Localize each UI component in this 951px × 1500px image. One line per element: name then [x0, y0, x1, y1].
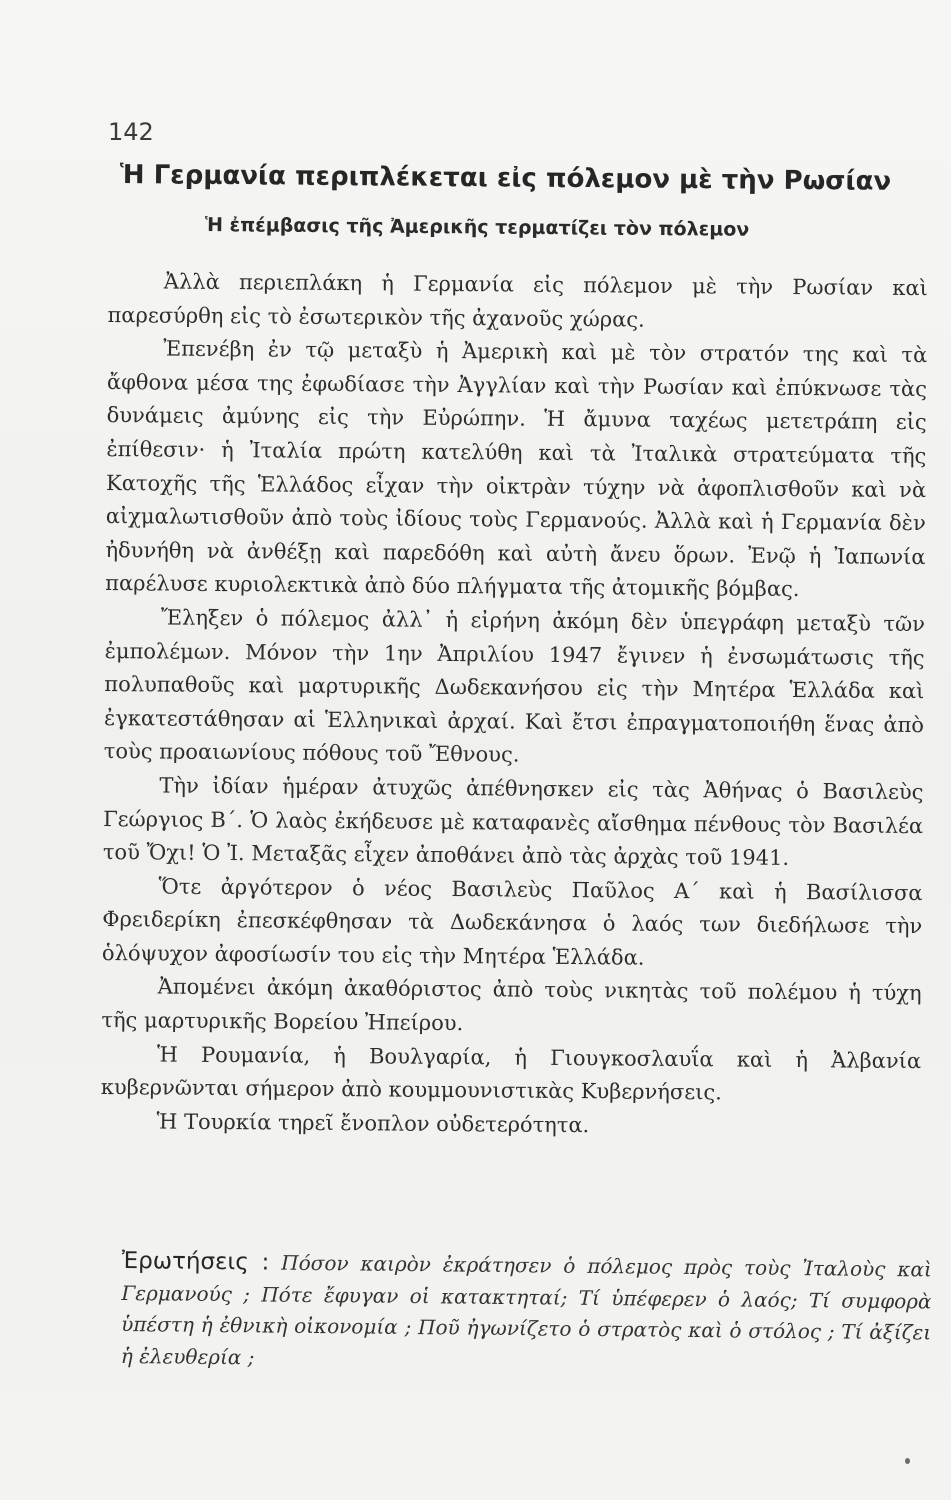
chapter-title: Ἡ Γερμανία περιπλέκεται εἰς πόλεμον μὲ τὴν Ρωσίαν	[119, 160, 892, 197]
paragraph-northern-epirus: Ἀπομένει ἀκόμη ἀκαθόριστος ἀπὸ τοὺς νικητὰς τοῦ πολέμου ἡ τύχη τῆς μαρτυρικῆς Βορείου Ἠπείρου.	[101, 974, 922, 1036]
paragraph-germany-russia: Ἀλλὰ περιεπλάκη ἡ Γερμανία εἰς πόλεμον μὲ τὴν Ρωσίαν καὶ παρεσύρθη εἰς τὸ ἐσωτερικὸν τῆς ἀχανοῦς χώρας.	[107, 269, 928, 332]
paragraph-america-intervenes: Ἐπενέβη ἐν τῷ μεταξὺ ἡ Ἀμερικὴ καὶ μὲ τὸν στρατόν της καὶ τὰ ἄφθονα μέσα της ἐφωδίασε τὴν Ἀγγλίαν καὶ τὴν Ρωσίαν καὶ ἐπύκνωσε τὰς δυνάμεις ἀμύνης εἰς τὴν Εὐρώπην. Ἡ ἄμυνα ταχέως μετετράπη εἰς ἐπίθεσιν· ἡ Ἰταλία πρώτη κατελύθη καὶ τὰ Ἰταλικὰ στρατεύματα τῆς Κατοχῆς τῆς Ἑλλάδος εἶχαν τὴν οἰκτρὰν τύχην νὰ ἀφοπλισθοῦν καὶ νὰ αἰχμαλωτισθοῦν ἀπὸ τοὺς ἰδίους τοὺς Γερμανούς. Ἀλλὰ καὶ ἡ Γερμανία δὲν ἠδυνήθη νὰ ἀνθέξῃ καὶ παρεδόθη καὶ αὐτὴ ἄνευ ὅρων. Ἐνῷ ἡ Ἰαπωνία παρέλυσε κυριολεκτικὰ ἀπὸ δύο πλήγματα τῆς ἀτομικῆς βόμβας.	[105, 336, 928, 602]
paragraph-turkey-neutrality: Ἡ Τουρκία τηρεῖ ἔνοπλον οὐδετερότητα.	[156, 1109, 590, 1138]
paragraph-king-george: Τὴν ἰδίαν ἡμέραν ἀτυχῶς ἀπέθνησκεν εἰς τὰς Ἀθήνας ὁ Βασιλεὺς Γεώργιος Β΄. Ὁ λαὸς ἐκήδευσε μὲ καταφανὲς αἴσθημα πένθους τὸν Βασιλέα τοῦ Ὄχι! Ὁ Ἰ. Μεταξᾶς εἶχεν ἀποθάνει ἀπὸ τὰς ἀρχὰς τοῦ 1941.	[102, 773, 924, 871]
ink-speck	[905, 1458, 910, 1464]
body-text	[100, 265, 928, 1146]
chapter-subtitle: Ἡ ἐπέμβασις τῆς Ἀμερικῆς τερματίζει τὸν πόλεμον	[204, 214, 750, 241]
page-number: 142	[108, 118, 154, 146]
paragraph-communist-governments: Ἡ Ρουμανία, ἡ Βουλγαρία, ἡ Γιουγκοσλαυΐα καὶ ἡ Ἀλβανία κυβερνῶνται σήμερον ἀπὸ κουμμουνιστικὰς Κυβερνήσεις.	[100, 1042, 922, 1105]
questions-label: Ἐρωτήσεις :	[121, 1247, 270, 1276]
questions-section	[121, 1246, 932, 1380]
paragraph-king-paul: Ὅτε ἀργότερον ὁ νέος Βασιλεὺς Παῦλος Α΄ καὶ ἡ Βασίλισσα Φρειδερίκη ἐπεσκέφθησαν τὰ Δωδεκάνησα ὁ λαός των διεδήλωσε τὴν ὁλόψυχον ἀφοσίωσίν του εἰς τὴν Μητέρα Ἑλλάδα.	[101, 874, 923, 970]
questions-text: Πόσον καιρὸν ἐκράτησεν ὁ πόλεμος πρὸς τοὺς Ἰταλοὺς καὶ Γερμανούς ; Πότε ἔφυγαν οἱ κατακτηταί; Τί ὑπέφερεν ὁ λαός; Τί συμφορὰ ὑπέστη ἡ ἐθνικὴ οἰκονομία ; Ποῦ ἠγωνίζετο ὁ στρατὸς καὶ ὁ στόλος ; Τί ἀξίζει ἡ ἐλευθερία ;	[120, 1250, 932, 1369]
paragraph-war-ends-dodecanese: Ἔληξεν ὁ πόλεμος ἀλλ᾽ ἡ εἰρήνη ἀκόμη δὲν ὑπεγράφη μεταξὺ τῶν ἐμπολέμων. Μόνον τὴν 1ην Ἀπριλίου 1947 ἔγινεν ἡ ἐνσωμάτωσις τῆς πολυπαθοῦς καὶ μαρτυρικῆς Δωδεκανήσου εἰς τὴν Μητέρα Ἑλλάδα καὶ ἐγκατεστάθησαν αἱ Ἑλληνικαὶ ἀρχαί. Καὶ ἔτσι ἐπραγματοποιήθη ἕνας ἀπὸ τοὺς προαιωνίους πόθους τοῦ Ἔθνους.	[103, 605, 926, 767]
